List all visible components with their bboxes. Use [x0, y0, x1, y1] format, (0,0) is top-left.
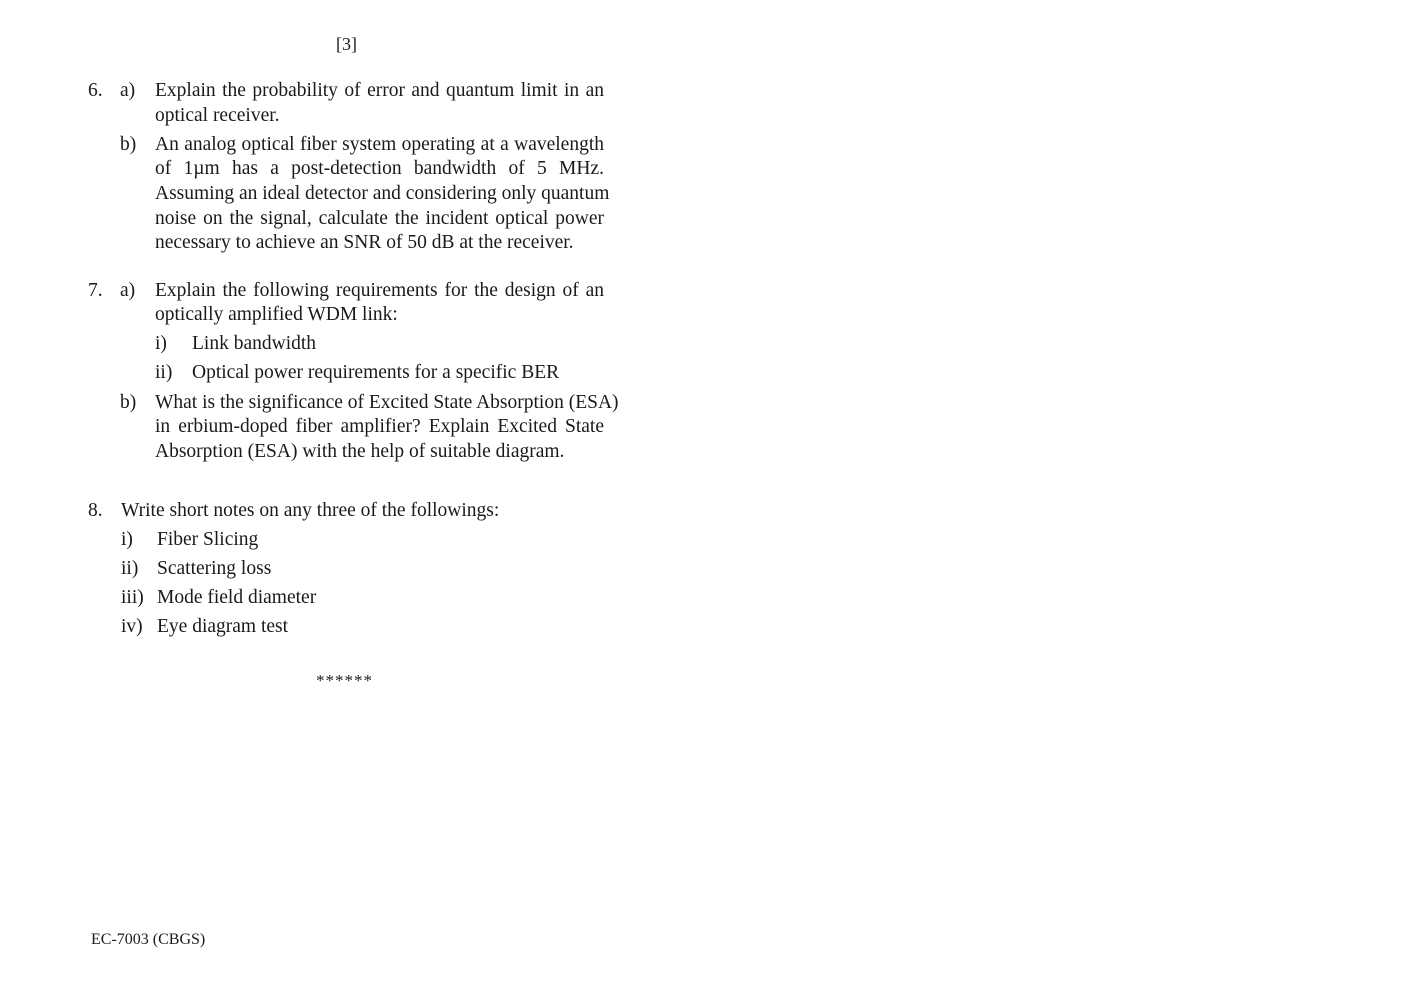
subitem-text: Fiber Slicing	[157, 529, 259, 550]
footer-code: EC-7003 (CBGS)	[91, 931, 206, 948]
question-text: Assuming an ideal detector and considering only quantum	[155, 183, 610, 204]
question-text: Write short notes on any three of the followings:	[121, 500, 500, 521]
subitem-label: i)	[121, 529, 133, 550]
question-text: of 1µm has a post-detection bandwidth of 5 MHz.	[155, 158, 604, 179]
question-text: Absorption (ESA) with the help of suitable diagram.	[155, 441, 565, 462]
subitem-label: ii)	[121, 558, 139, 579]
subitem-label: ii)	[155, 362, 173, 383]
part-label: b)	[120, 134, 137, 155]
subitem-text: Eye diagram test	[157, 616, 289, 637]
end-marker: ******	[316, 671, 373, 690]
subitem-text: Link bandwidth	[192, 333, 317, 354]
part-label: a)	[120, 80, 136, 101]
subitem-label: i)	[155, 333, 167, 354]
subitem-text: Optical power requirements for a specific BER	[192, 362, 560, 383]
question-number: 8.	[88, 500, 103, 521]
question-text: An analog optical fiber system operating at a wavelength	[155, 134, 604, 155]
question-text: in erbium-doped fiber amplifier? Explain Excited State	[155, 416, 604, 437]
question-text: Explain the probability of error and quantum limit in an	[155, 80, 604, 101]
subitem-text: Scattering loss	[157, 558, 272, 579]
question-text: noise on the signal, calculate the incident optical power	[155, 208, 604, 229]
subitem-label: iv)	[121, 616, 143, 637]
question-number: 7.	[88, 280, 103, 301]
subitem-text: Mode field diameter	[157, 587, 317, 608]
question-number: 6.	[88, 80, 103, 101]
page-number: [3]	[336, 34, 357, 54]
question-text: What is the significance of Excited State Absorption (ESA)	[155, 392, 619, 413]
question-text: Explain the following requirements for the design of an	[155, 280, 604, 301]
question-text: optically amplified WDM link:	[155, 304, 398, 325]
question-text: necessary to achieve an SNR of 50 dB at the receiver.	[155, 232, 574, 253]
subitem-label: iii)	[121, 587, 144, 608]
part-label: b)	[120, 392, 137, 413]
part-label: a)	[120, 280, 136, 301]
question-text: optical receiver.	[155, 105, 280, 126]
